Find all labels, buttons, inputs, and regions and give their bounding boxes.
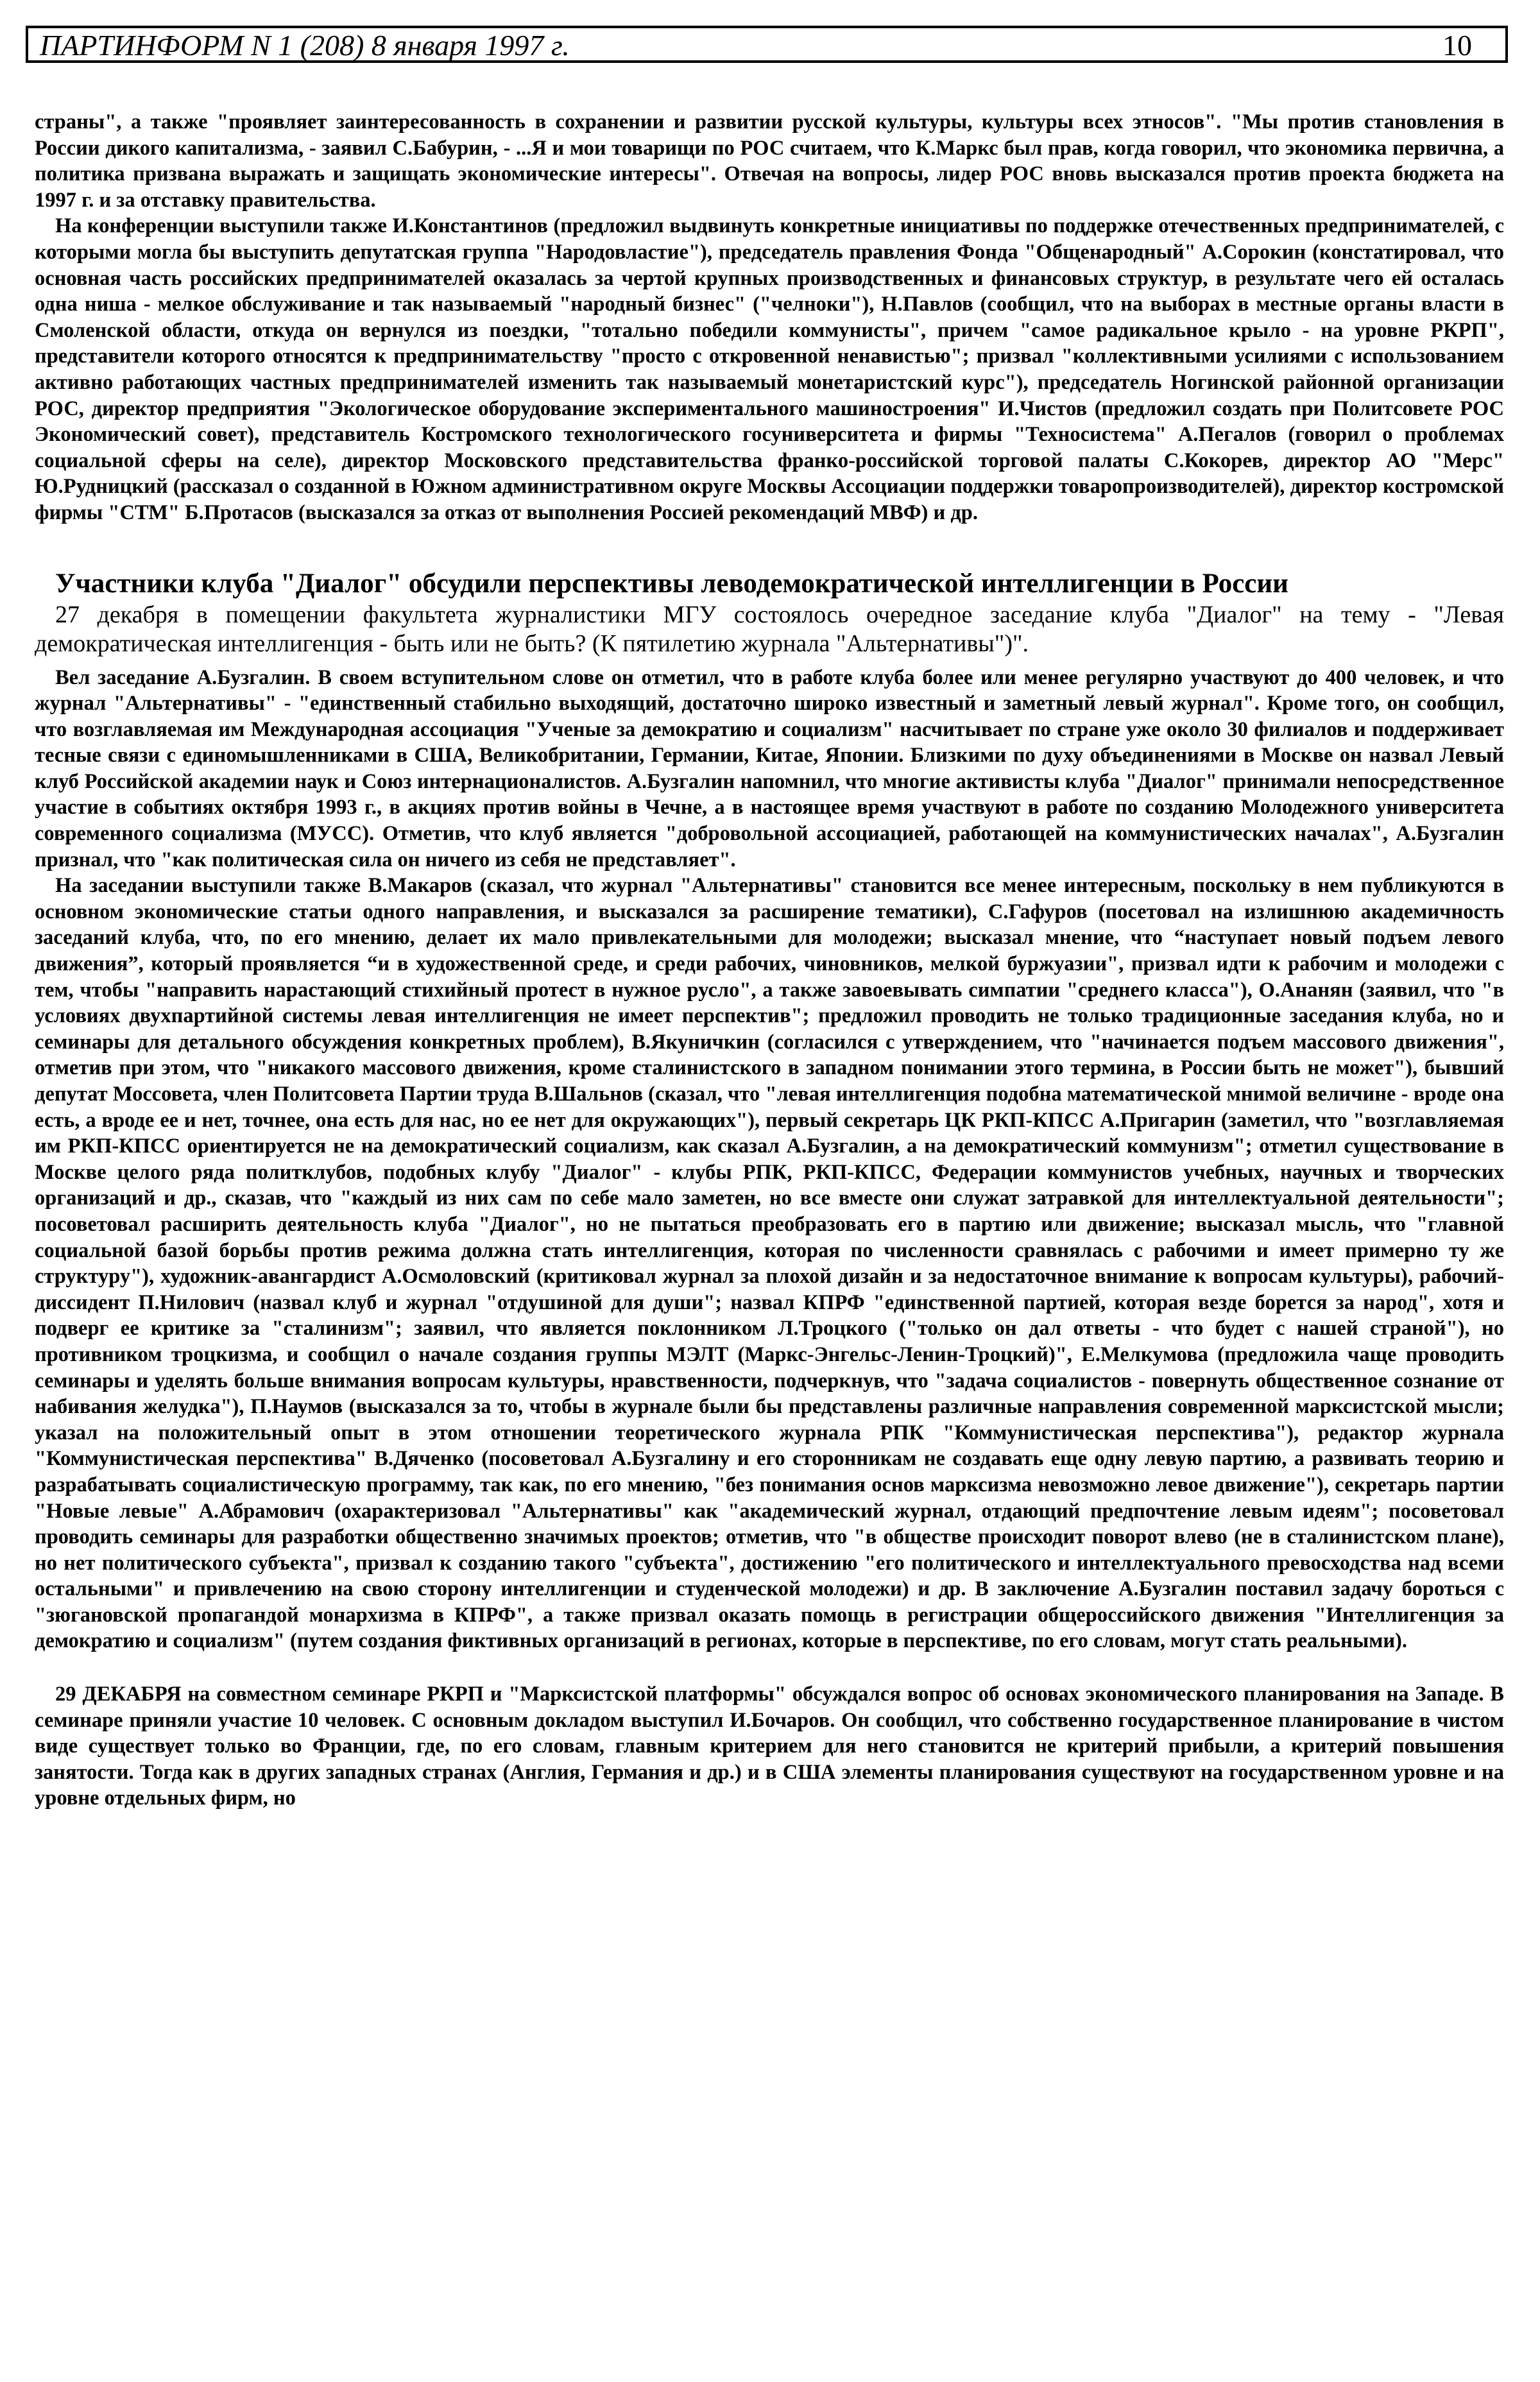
page-number: 10 xyxy=(1442,29,1472,62)
article-paragraph-1: Вел заседание А.Бузгалин. В своем вступительном слове он отметил, что в работе клуба более или менее регулярно участвуют до 400 человек, и что журнал "Альтернативы" - "единственный стабильно выходящий, достаточно широко известный и заметный левый журнал". Кроме того, он сообщил, что возглавляемая им Международная ассоциация "Ученые за демократию и социализм" насчитывает по стране уже около 30 филиалов и поддерживает тесные связи с единомышленниками в США, Великобритании, Германии, Китае, Японии. Близкими по духу объединениями в Москве он назвал Левый клуб Российской академии наук и Союз интернационалистов. А.Бузгалин напомнил, что многие активисты клуба "Диалог" принимали непосредственное участие в событиях октября 1993 г., в акциях против войны в Чечне, а в настоящее время участвуют в работе по созданию Молодежного университета современного социализма (МУСС). Отметив, что клуб является "добровольной ассоциацией, работающей на коммунистических началах", А.Бузгалин признал, что "как политическая сила он ничего из себя не представляет". xyxy=(35,665,1504,871)
article-lead: 27 декабря в помещении факультета журналистики МГУ состоялось очередное заседание клуба "Диалог" на тему - "Левая демократическая интеллигенция - быть или не быть? (К пятилетию журнала "Альтернативы")". xyxy=(35,601,1504,657)
article-title: Участники клуба "Диалог" обсудили перспективы леводемократической интеллигенции в России xyxy=(55,568,1288,599)
conference-speakers-paragraph: На конференции выступили также И.Константинов (предложил выдвинуть конкретные инициативы по поддержке отечественных предпринимателей, с которыми могла бы выступить депутатская группа "Народовластие"), председатель правления Фонда "Общенародный" А.Сорокин (констатировал, что основная часть российских предпринимателей оказалась за чертой крупных производственных и финансовых структур, в результате чего ей осталась одна ниша - мелкое обслуживание и так называемый "народный бизнес" ("челноки"), Н.Павлов (сообщил, что на выборах в местные органы власти в Смоленской области, откуда он вернулся из поездки, "тотально победили коммунисты", причем "самое радикальное крыло - на уровне РКРП", представители которого относятся к предпринимательству "просто с откровенной ненавистью"; призвал "коллективными усилиями с использованием активно работающих частных предпринимателей изменить так называемый монетаристский курс"), председатель Ногинской районной организации РОС, директор предприятия "Экологическое оборудование экспериментального машиностроения" И.Чистов (предложил создать при Политсовете РОС Экономический совет), представитель Костромского технологического госуниверситета и фирмы "Техносистема" А.Пегалов (говорил о проблемах социальной сферы на селе), директор Московского представительства франко-российской торговой палаты С.Кокорев, директор АО "Мерс" Ю.Рудницкий (рассказал о созданной в Южном административном округе Москвы Ассоциации поддержки товаропроизводителей), директор костромской фирмы "СТМ" Б.Протасов (высказался за отказ от выполнения Россией рекомендаций МВФ) и др. xyxy=(35,214,1504,524)
publication-title: ПАРТИНФОРМ N 1 (208) 8 января 1997 г. xyxy=(40,29,570,62)
seminar-paragraph: 29 ДЕКАБРЯ на совместном семинаре РКРП и "Марксистской платформы" обсуждался вопрос об основах экономического планирования на Западе. В семинаре приняли участие 10 человек. С основным докладом выступил И.Бочаров. Он сообщил, что собственно государственное планирование в чистом виде существует только во Франции, где, по его словам, главным критерием для него становится не критерий прибыли, а критерий повышения занятости. Тогда как в других западных странах (Англия, Германия и др.) и в США элементы планирования существуют на государственном уровне и на уровне отдельных фирм, но xyxy=(35,1683,1504,1810)
continued-paragraph: страны", а также "проявляет заинтересованность в сохранении и развитии русской культуры, культуры всех этносов". "Мы против становления в России дикого капитализма, - заявил С.Бабурин, - ...Я и мои товарищи по РОС считаем, что К.Маркс был прав, когда говорил, что экономика первична, а политика призвана выражать и защищать экономические интересы". Отвечая на вопросы, лидер РОС вновь высказался против проекта бюджета на 1997 г. и за отставку правительства. xyxy=(35,110,1504,212)
page-header xyxy=(26,26,1508,63)
article-paragraph-2: На заседании выступили также В.Макаров (сказал, что журнал "Альтернативы" становится все менее интересным, поскольку в нем публикуются в основном экономические статьи одного направления, и высказался за расширение тематики), С.Гафуров (посетовал на излишнюю академичность заседаний клуба, что, по его мнению, делает их мало привлекательными для молодежи; высказал мнение, что “наступает новый подъем левого движения”, который проявляется “и в художественной среде, и среди рабочих, чиновников, мелкой буржуазии", призвал идти к рабочим и молодежи с тем, чтобы "направить нарастающий стихийный протест в нужное русло", а также завоевывать симпатии "среднего класса"), О.Ананян (заявил, что "в условиях двухпартийной системы левая интеллигенция не имеет перспектив"; предложил проводить не только традиционные заседания клуба, но и семинары для детального обсуждения конкретных проблем), В.Якуничкин (согласился с утверждением, что "начинается подъем массового движения", отметив при этом, что "никакого массового движения, кроме сталинистского в западном понимании этого термина, в России быть не может"), бывший депутат Моссовета, член Политсовета Партии труда В.Шальнов (сказал, что "левая интеллигенция подобна математической мнимой величине - вроде она есть, а вроде ее и нет, точнее, она есть для нас, но ее нет для окружающих"), первый секретарь ЦК РКП-КПСС А.Пригарин (заметил, что "возглавляемая им РКП-КПСС ориентируется не на демократический социализм, как сказал А.Бузгалин, а на демократический коммунизм"; отметил существование в Москве целого ряда политклубов, подобных клубу "Диалог" - клубы РПК, РКП-КПСС, Федерации коммунистов учебных, научных и творческих организаций и др., сказав, что "каждый из них сам по себе мало заметен, но все вместе они служат затравкой для интеллектуальной деятельности"; посоветовал расширить деятельность клуба "Диалог", но не пытаться преобразовать его в партию или движение; высказал мысль, что "главной социальной базой борьбы против режима должна стать интеллигенция, которая по численности сравнялась с рабочими и имеет примерно ту же структуру"), художник-авангардист А.Осмоловский (критиковал журнал за плохой дизайн и за недостаточное внимание к вопросам культуры), рабочий-диссидент П.Нилович (назвал клуб и журнал "отдушиной для души"; назвал КПРФ "единственной партией, которая везде борется за народ", хотя и подверг ее критике за "сталинизм"; заявил, что является поклонником Л.Троцкого ("только он дал ответы - что будет с нашей страной"), но противником троцкизма, и сообщил о начале создания группы МЭЛТ (Маркс-Энгельс-Ленин-Троцкий)", Е.Мелкумова (предложила чаще проводить семинары и уделять больше внимания вопросам культуры, нравственности, подчеркнув, что "задача социалистов - повернуть общественное сознание от набивания желудка"), П.Наумов (высказался за то, чтобы в журнале были бы представлены различные направления современной марксистской мысли; указал на положительный опыт в этом отношении теоретического журнала РПК "Коммунистическая перспектива"), редактор журнала "Коммунистическая перспектива" В.Дяченко (посоветовал А.Бузгалину и его сторонникам не создавать еще одну левую партию, а развивать теорию и разрабатывать социалистическую программу, так как, по его мнению, "без понимания основ марксизма невозможно левое движение"), секретарь партии "Новые левые" А.Абрамович (охарактеризовал "Альтернативы" как "академический журнал, отдающий предпочтение левым идеям"; посоветовал проводить семинары для разработки общественно значимых проектов; отметив, что "в обществе происходит поворот влево (не в сталинистском плане), но нет политического субъекта", призвал к созданию такого "субъекта", достижению "его политического и интеллектуального превосходства над всеми остальными" и привлечению на свою сторону интеллигенции и студенческой молодежи) и др. В заключение А.Бузгалин поставил задачу бороться с "зюгановской пропагандой монархизма в КПРФ", а также призвал оказать помощь в регистрации общероссийского движения "Интеллигенция за демократию и социализм" (путем создания фиктивных организаций в регионах, которые в перспективе, по его словам, могут стать реальными). xyxy=(35,874,1504,1653)
page-content xyxy=(35,109,1504,1812)
